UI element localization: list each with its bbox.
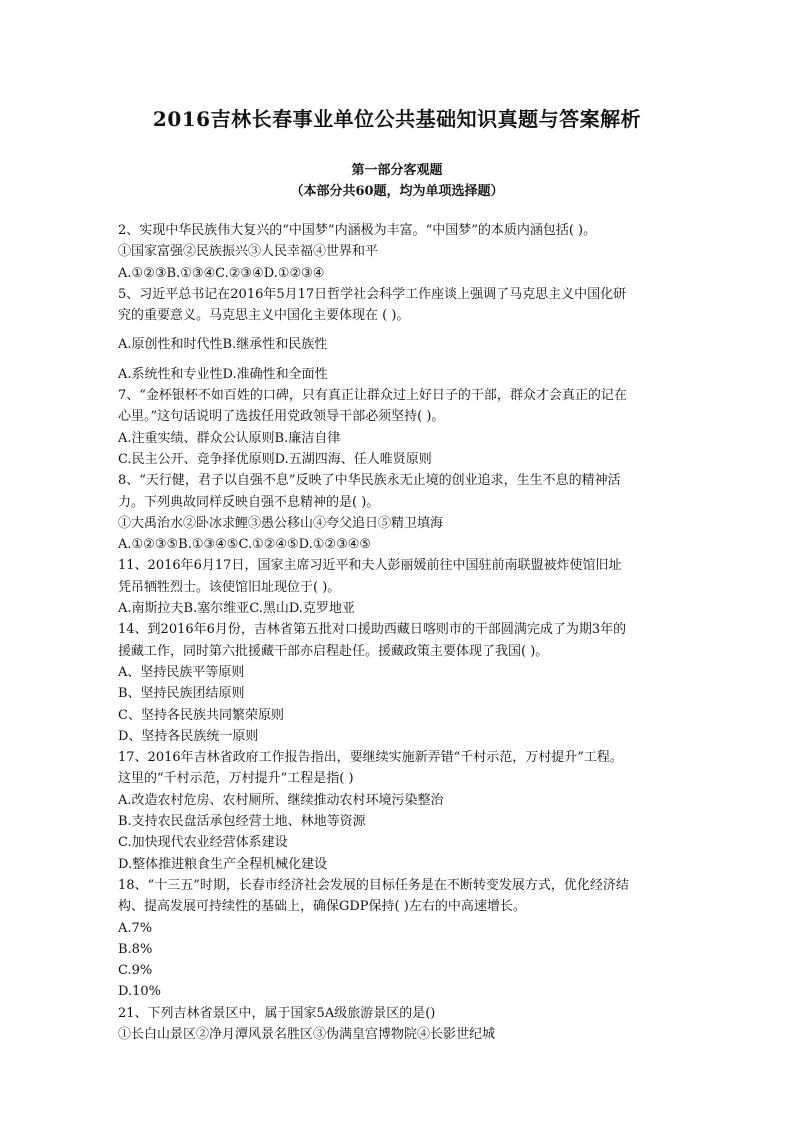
text-line: 7、“金杯银杯不如百姓的口碑，只有真正让群众过上好日子的干部，群众才会真正的记在 [118,388,627,404]
text-line: 5、习近平总书记在2016年5月17日哲学社会科学工作座谈上强调了马克思主义中国化研 [118,286,627,302]
text-line: C.民主公开、竞争择优原则D.五湖四海、任人唯贤原则 [118,451,432,467]
text-line: 力。下列典故同样反映自强不息精神的是( )。 [118,494,380,510]
text-line: 这里的“千村示范，万村提升”工程是指( ) [118,771,354,787]
text-line: ①大禹治水②卧冰求鲤③愚公移山④夸父追日⑤精卫填海 [118,515,444,531]
text-line: C、坚持各民族共同繁荣原则 [118,707,284,723]
text-line: C.9% [118,963,153,979]
section-heading: 第一部分客观题 [351,163,443,178]
text-line: ①国家富强②民族振兴③人民幸福④世界和平 [118,244,379,260]
text-line: D.10% [118,984,161,1000]
text-line: D.整体推进粮食生产全程机械化建设 [118,856,328,872]
text-line: 究的重要意义。马克思主义中国化主要体现在 ( )。 [118,308,410,324]
text-line: 18、“十三五”时期，长春市经济社会发展的目标任务是在不断转变发展方式，优化经济结 [118,877,629,893]
text-line: 21、下列吉林省景区中，属于国家5A级旅游景区的是() [118,1005,436,1021]
text-line: B、坚持民族团结原则 [118,686,245,702]
section-note: （本部分共60题，均为单项选择题） [290,184,504,199]
text-line: A.①②③⑤B.①③④⑤C.①②④⑤D.①②③④⑤ [118,537,372,553]
text-line: B.8% [118,941,153,957]
text-line: A.注重实绩、群众公认原则B.廉洁自律 [118,430,341,446]
text-line: A.改造农村危房、农村厕所、继续推动农村环境污染整治 [118,792,444,808]
spacer [118,356,688,364]
spacer [118,326,688,334]
text-line: C.加快现代农业经营体系建设 [118,835,288,851]
text-line: ①长白山景区②净月潭风景名胜区③伪满皇宫博物院④长影世纪城 [118,1026,496,1042]
section-header [0,160,794,202]
text-line: 凭吊牺牲烈士。该使馆旧址现位于( )。 [118,579,341,595]
text-line: A.南斯拉夫B.塞尔维亚C.黑山D.克罗地亚 [118,601,355,617]
text-line: 心里。”这句话说明了选拔任用党政领导干部必须坚持( )。 [118,409,445,425]
text-line: 17、2016年吉林省政府工作报告指出，要继续实施新弄错“千村示范，万村提升”工程。 [118,750,623,766]
text-line: A.7% [118,920,153,936]
text-line: A.系统性和专业性D.准确性和全面性 [118,366,328,382]
text-line: 2、实现中华民族伟大复兴的“中国梦”内涵极为丰富。“中国梦”的本质内涵包括( )。 [118,223,597,238]
text-line: A.①②③B.①③④C.②③④D.①②③④ [118,265,325,281]
text-line: 援藏工作，同时第六批援藏干部亦启程赴任。援藏政策主要体现了我国( )。 [118,643,549,659]
text-line: A.原创性和时代性B.继承性和民族性 [118,337,328,353]
text-line: B.支持农民盘活承包经营土地、林地等资源 [118,814,366,830]
document-title: 2016吉林长春事业单位公共基础知识真题与答案解析 [152,107,642,131]
text-line: 8、“天行健，君子以自强不息”反映了中华民族永无止境的创业追求，生生不息的精神活 [118,473,621,489]
text-line: D、坚持各民族统一原则 [118,728,259,744]
text-line: A、坚持民族平等原则 [118,664,245,680]
question-body [118,220,688,1045]
text-line: 11、2016年6月17日，国家主席习近平和夫人彭丽媛前往中国驻前南联盟被炸使馆旧址 [118,558,622,574]
text-line: 14、到2016年6月份，吉林省第五批对口援助西藏日喀则市的干部圆满完成了为期3年的 [118,622,627,638]
text-line: 构、提高发展可持续性的基础上，确保GDP保持( )左右的中高速增长。 [118,899,526,915]
